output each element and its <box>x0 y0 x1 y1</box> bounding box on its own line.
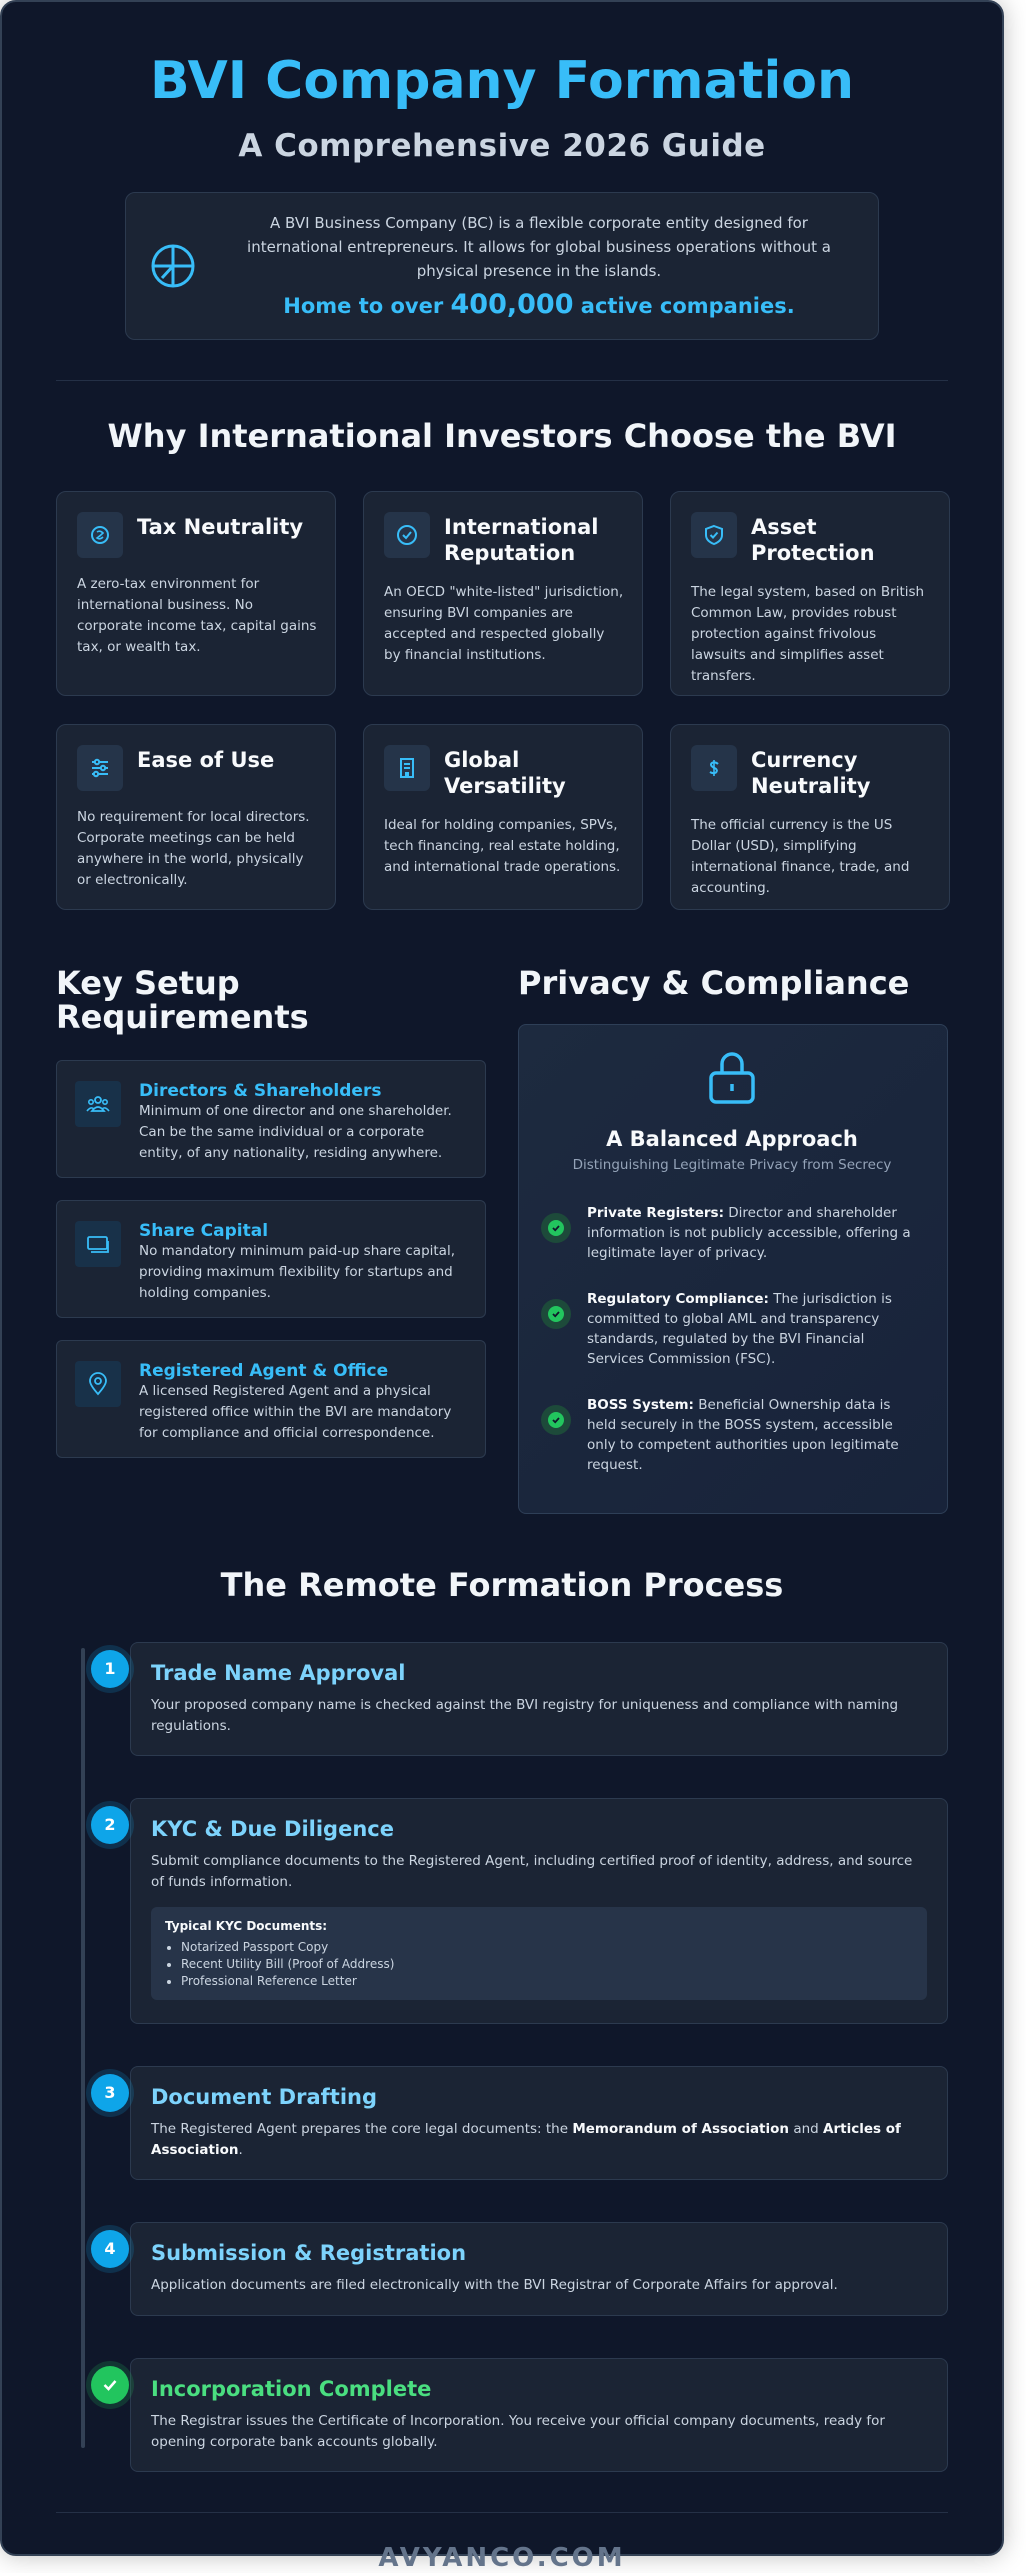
divider <box>56 380 948 381</box>
card-desc: An OECD "white-listed" jurisdiction, ensuring BVI companies are accepted and respected globally by financial institutions. <box>384 583 624 663</box>
requirements-privacy <box>56 963 948 1514</box>
req-desc: No mandatory minimum paid-up share capital, providing maximum flexibility for startups and holding companies. <box>139 1242 455 1301</box>
req-title: Directors & Shareholders <box>139 1080 382 1101</box>
benefit-card-ease <box>56 724 336 910</box>
req-desc: Minimum of one director and one shareholder. Can be the same individual or a corporate entity, of any nationality, residing anywhere. <box>139 1102 452 1161</box>
sliders-icon <box>77 745 123 791</box>
step-number: 2 <box>91 1806 129 1844</box>
step-title: Trade Name Approval <box>151 1660 406 1685</box>
check-icon <box>91 2366 129 2404</box>
req-desc: A licensed Registered Agent and a physical registered office within the BVI are mandatory for compliance and official correspondence. <box>139 1382 452 1441</box>
card-title: Global Versatility <box>444 747 566 798</box>
step-number: 3 <box>91 2074 129 2112</box>
req-directors <box>56 1060 486 1178</box>
step-desc: Your proposed company name is checked against the BVI registry for uniqueness and compliance with naming regulations. <box>151 1696 899 1734</box>
check-icon <box>541 1213 571 1243</box>
privacy-box-title: A Balanced Approach <box>606 1126 858 1151</box>
privacy-item <box>541 1289 923 1369</box>
check-icon <box>541 1405 571 1435</box>
privacy-item-text: Director and shareholder information is not publicly accessible, offering a legitimate layer of privacy. <box>587 1204 911 1261</box>
process-title: The Remote Formation Process <box>220 1565 784 1604</box>
page-subtitle: A Comprehensive 2026 Guide <box>238 127 766 164</box>
benefit-card-asset <box>670 491 950 696</box>
timeline-line <box>81 1648 85 2448</box>
process-step-2 <box>104 1798 948 2024</box>
building-icon <box>384 745 430 791</box>
card-desc: The official currency is the US Dollar (USD), simplifying international finance, trade, and accounting. <box>691 816 910 896</box>
privacy-item-label: Regulatory Compliance: <box>587 1290 769 1307</box>
page-title: BVI Company Formation <box>149 51 855 111</box>
process-section <box>56 1566 948 2472</box>
highlight-number: 400,000 <box>450 289 574 321</box>
intro-text: A BVI Business Company (BC) is a flexible corporate entity designed for international entrepreneurs. It allows for global business operations without a physical presence in the islands. <box>247 214 831 281</box>
check-circle-icon <box>384 512 430 558</box>
privacy-item-text: The jurisdiction is committed to global AML and transparency standards, regulated by the BVI Financial Services Commission (FSC). <box>587 1290 892 1367</box>
process-step-1 <box>104 1642 948 1756</box>
footer-brand: AVYANCO.COM <box>378 2542 626 2573</box>
card-title: Ease of Use <box>137 747 275 772</box>
intro-box <box>125 192 879 340</box>
step-desc <box>151 2119 927 2161</box>
privacy-item <box>541 1203 923 1263</box>
privacy-box-subtitle: Distinguishing Legitimate Privacy from Secrecy <box>572 1156 892 1173</box>
benefit-card-currency <box>670 724 950 910</box>
step-desc: Application documents are filed electronically with the BVI Registrar of Corporate Affairs for approval. <box>151 2276 838 2293</box>
card-title: International Reputation <box>444 514 599 565</box>
card-title: Tax Neutrality <box>137 514 304 539</box>
map-pin-icon <box>75 1361 121 1407</box>
step-desc-end: . <box>238 2141 243 2158</box>
shield-check-icon <box>691 512 737 558</box>
privacy-item-label: BOSS System: <box>587 1396 694 1413</box>
process-step-3 <box>104 2066 948 2180</box>
card-desc: No requirement for local directors. Corporate meetings can be held anywhere in the world, physically or electronically. <box>77 808 310 888</box>
process-step-4 <box>104 2222 948 2316</box>
privacy-item-text: Beneficial Ownership data is held securely in the BOSS system, accessible only to competent authorities upon legitimate request. <box>587 1396 899 1473</box>
privacy-item-label: Private Registers: <box>587 1204 724 1221</box>
benefit-card-versatility <box>363 724 643 910</box>
money-icon <box>75 1221 121 1267</box>
req-title: Registered Agent & Office <box>139 1360 389 1381</box>
kyc-item: • Notarized Passport Copy <box>181 1939 913 1956</box>
setup-title: Key Setup Requirements <box>56 963 309 1036</box>
users-icon <box>75 1081 121 1127</box>
privacy-section <box>518 963 948 1514</box>
setup-section <box>56 963 486 1514</box>
benefit-grid <box>56 491 948 910</box>
step-number: 1 <box>91 1650 129 1688</box>
step-title: KYC & Due Diligence <box>151 1816 394 1841</box>
lock-icon <box>707 1049 757 1105</box>
highlight-suffix: active companies. <box>580 294 795 319</box>
card-desc: A zero-tax environment for international business. No corporate income tax, capital gains tax, or wealth tax. <box>77 575 317 655</box>
kyc-title: Typical KYC Documents: <box>165 1918 328 1933</box>
step-title: Submission & Registration <box>151 2240 467 2265</box>
kyc-item: • Professional Reference Letter <box>181 1973 913 1990</box>
globe-icon <box>150 243 196 289</box>
why-section <box>56 417 948 910</box>
card-title: Currency Neutrality <box>751 747 871 798</box>
step-desc: Submit compliance documents to the Registered Agent, including certified proof of identity, address, and source of funds information. <box>151 1852 913 1890</box>
step-number: 4 <box>91 2230 129 2268</box>
privacy-title: Privacy & Compliance <box>518 963 910 1002</box>
kyc-list <box>165 1939 913 1990</box>
req-title: Share Capital <box>139 1220 269 1241</box>
card-desc: The legal system, based on British Common Law, provides robust protection against frivolous lawsuits and simplifies asset transfers. <box>691 583 925 684</box>
step-desc-prefix: The Registered Agent prepares the core legal documents: the <box>151 2120 569 2137</box>
privacy-item <box>541 1395 923 1475</box>
header <box>56 2 948 340</box>
coin-icon <box>77 512 123 558</box>
req-registered-agent <box>56 1340 486 1458</box>
check-icon <box>541 1299 571 1329</box>
kyc-item: • Recent Utility Bill (Proof of Address) <box>181 1956 913 1973</box>
card-title: Asset Protection <box>751 514 875 565</box>
intro-highlight <box>222 289 856 320</box>
step-title: Document Drafting <box>151 2084 377 2109</box>
process-step-complete <box>130 2358 948 2472</box>
footer-divider <box>56 2512 948 2513</box>
highlight-prefix: Home to over <box>283 294 444 319</box>
step-desc: The Registrar issues the Certificate of Incorporation. You receive your official company documents, ready for opening corporate bank accounts globally. <box>151 2412 885 2450</box>
step-desc-mid: and <box>793 2120 819 2137</box>
dollar-icon <box>691 745 737 791</box>
kyc-documents-box <box>151 1907 927 2000</box>
why-title: Why International Investors Choose the BVI <box>107 416 897 455</box>
privacy-box <box>518 1024 948 1514</box>
articles-label: Articles of Association <box>151 2120 901 2158</box>
benefit-card-tax <box>56 491 336 696</box>
card-desc: Ideal for holding companies, SPVs, tech financing, real estate holding, and international trade operations. <box>384 816 621 875</box>
memorandum-label: Memorandum of Association <box>572 2120 790 2137</box>
benefit-card-reputation <box>363 491 643 696</box>
step-title: Incorporation Complete <box>151 2376 432 2401</box>
req-share-capital <box>56 1200 486 1318</box>
